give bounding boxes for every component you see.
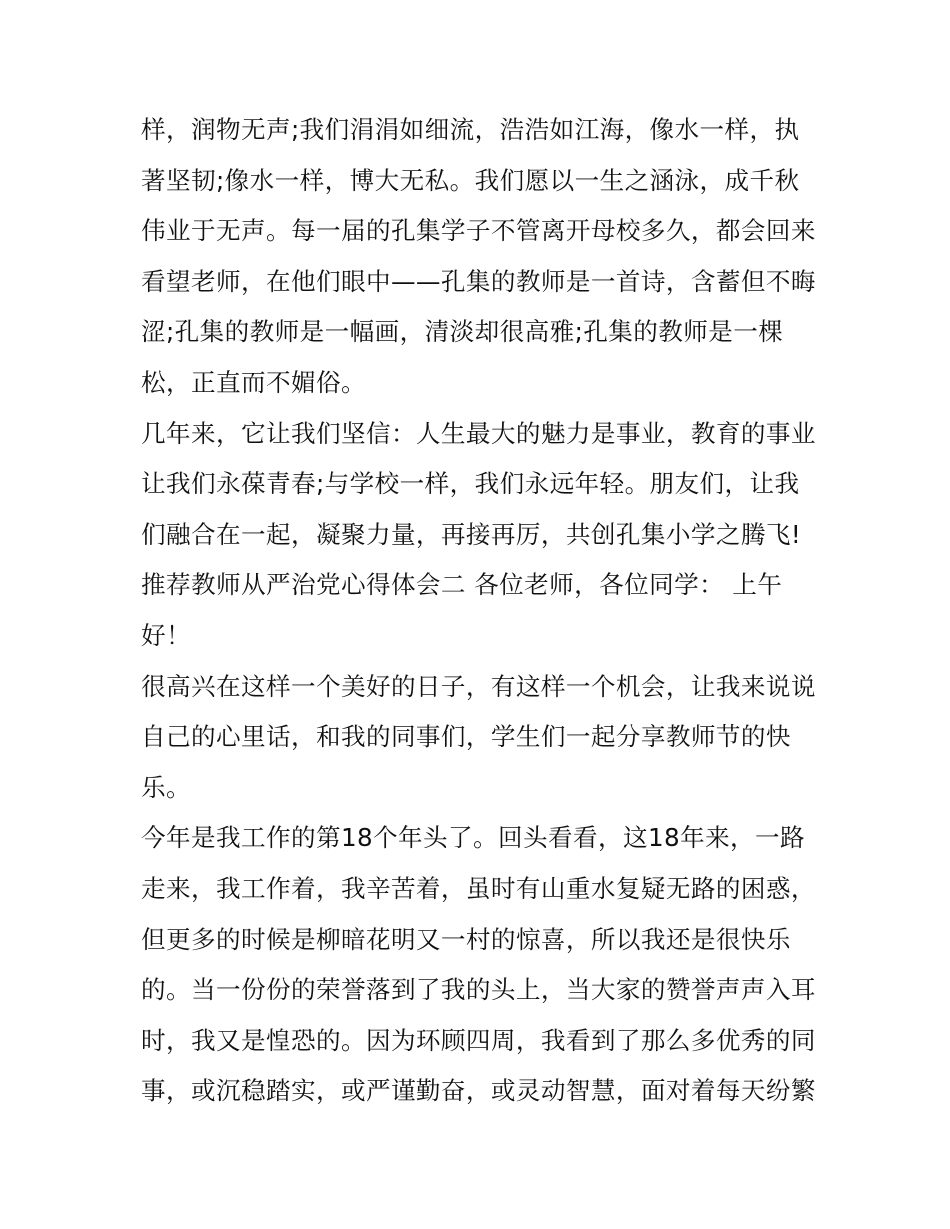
text-line: 很高兴在这样一个美好的日子，有这样一个机会，让我来说说 (141, 671, 816, 701)
body-text (141, 112, 831, 1124)
text-line: 松，正直而不媚俗。 (141, 367, 366, 397)
text-line: 好！ (141, 620, 191, 650)
text-line: 们融合在一起，凝聚力量，再接再厉，共创孔集小学之腾飞! (141, 519, 802, 549)
text-line: 今年是我工作的第18个年头了。回头看看，这18年来，一路 (141, 823, 806, 853)
text-line: 伟业于无声。每一届的孔集学子不管离开母校多久，都会回来 (141, 216, 816, 246)
text-line: 的。当一份份的荣誉落到了我的头上，当大家的赞誉声声入耳 (141, 975, 816, 1005)
text-line: 时，我又是惶恐的。因为环顾四周，我看到了那么多优秀的同 (141, 1025, 816, 1055)
text-line: 推荐教师从严治党心得体会二 各位老师，各位同学： 上午 (141, 570, 783, 600)
text-line: 自己的心里话，和我的同事们，学生们一起分享教师节的快 (141, 722, 791, 752)
text-line: 让我们永葆青春;与学校一样，我们永远年轻。朋友们，让我 (141, 469, 800, 499)
text-line: 样，润物无声;我们涓涓如细流，浩浩如江海，像水一样，执 (141, 115, 800, 144)
text-line: 看望老师，在他们眼中——孔集的教师是一首诗，含蓄但不晦 (141, 266, 816, 296)
text-line: 几年来，它让我们坚信：人生最大的魅力是事业，教育的事业 (141, 418, 816, 448)
text-line: 著坚韧;像水一样，博大无私。我们愿以一生之涵泳，成千秋 (141, 165, 800, 195)
text-line: 但更多的时候是柳暗花明又一村的惊喜，所以我还是很快乐 (141, 924, 791, 954)
text-line: 涩;孔集的教师是一幅画，清淡却很高雅;孔集的教师是一棵 (141, 317, 784, 347)
text-line: 走来，我工作着，我辛苦着，虽时有山重水复疑无路的困惑， (141, 873, 816, 903)
text-line: 乐。 (141, 772, 191, 802)
text-line: 事，或沉稳踏实，或严谨勤奋，或灵动智慧，面对着每天纷繁 (141, 1076, 816, 1106)
